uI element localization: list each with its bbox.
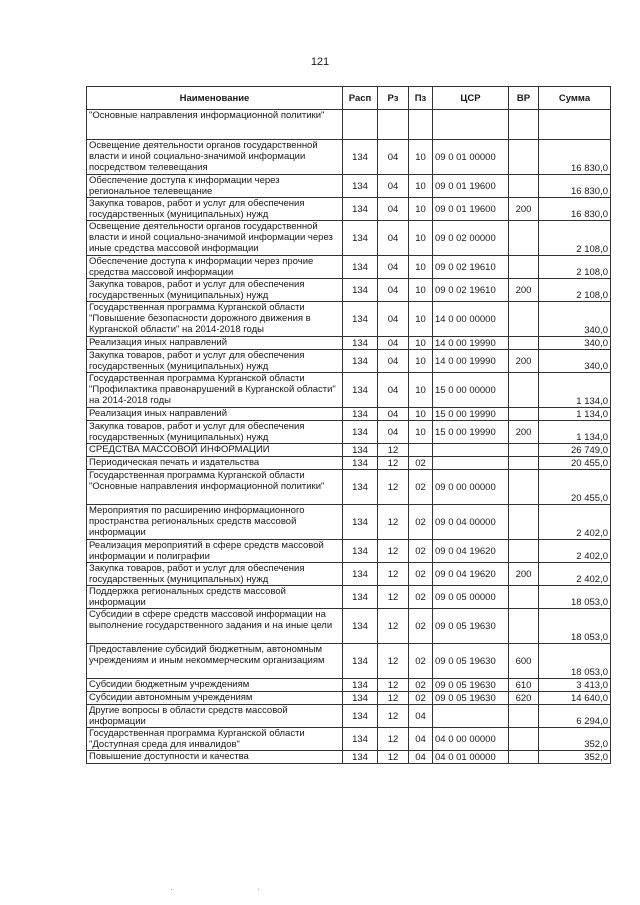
row-rasp: 134 [343,457,378,470]
row-name: СРЕДСТВА МАССОВОЙ ИНФОРМАЦИИ [87,444,343,457]
row-csr: 14 0 00 19990 [433,350,509,373]
row-rz: 04 [378,175,409,198]
row-name: Закупка товаров, работ и услуг для обеспечения государственных (муниципальных) нужд [87,350,343,373]
row-name: Закупка товаров, работ и услуг для обеспечения государственных (муниципальных) нужд [87,563,343,586]
row-vr: 620 [509,692,539,705]
row-rasp: 134 [343,444,378,457]
table-row [87,540,611,563]
row-rasp: 134 [343,505,378,540]
row-vr [509,175,539,198]
header-vr: ВР [509,87,539,110]
row-sum: 18 053,0 [539,609,611,644]
table-row [87,221,611,256]
row-pz: 10 [409,350,433,373]
row-rz: 12 [378,470,409,505]
row-pz: 10 [409,373,433,408]
row-name: Освещение деятельности органов государственной власти и иной социально-значимой информации через иные средства массовой информации [87,221,343,256]
row-csr: 09 0 04 19620 [433,563,509,586]
table-row [87,470,611,505]
header-sum: Сумма [539,87,611,110]
row-rz: 12 [378,692,409,705]
row-rz: 12 [378,563,409,586]
row-pz: 02 [409,470,433,505]
row-name: Повышение доступности и качества [87,751,343,764]
row-pz: 04 [409,705,433,728]
row-name: Закупка товаров, работ и услуг для обеспечения государственных (муниципальных) нужд [87,198,343,221]
row-sum: 1 134,0 [539,373,611,408]
row-sum: 1 134,0 [539,408,611,421]
row-vr: 200 [509,350,539,373]
row-name: Закупка товаров, работ и услуг для обеспечения государственных (муниципальных) нужд [87,421,343,444]
row-name: Реализация иных направлений [87,408,343,421]
row-rasp: 134 [343,302,378,337]
table-row [87,609,611,644]
table-row [87,586,611,609]
table-row [87,302,611,337]
row-csr: 09 0 05 19630 [433,679,509,692]
table-row [87,175,611,198]
row-pz: 02 [409,692,433,705]
row-rasp: 134 [343,279,378,302]
row-csr: 09 0 05 19630 [433,609,509,644]
row-csr [433,457,509,470]
table-row [87,350,611,373]
table-row [87,140,611,175]
row-sum: 2 402,0 [539,563,611,586]
row-sum: 340,0 [539,350,611,373]
row-rz: 12 [378,705,409,728]
table-row [87,256,611,279]
row-name: Субсидии автономным учреждениям [87,692,343,705]
row-vr: 200 [509,563,539,586]
row-rz: 04 [378,408,409,421]
row-csr: 15 0 00 19990 [433,408,509,421]
row-name: Обеспечение доступа к информации через прочие средства массовой информации [87,256,343,279]
row-vr [509,705,539,728]
row-rasp: 134 [343,256,378,279]
row-vr [509,110,539,140]
header-name: Наименование [87,87,343,110]
row-rz: 12 [378,540,409,563]
row-csr: 09 0 02 19610 [433,256,509,279]
row-csr [433,444,509,457]
row-pz: 04 [409,751,433,764]
row-name: Закупка товаров, работ и услуг для обеспечения государственных (муниципальных) нужд [87,279,343,302]
table-row [87,705,611,728]
row-csr: 04 0 00 00000 [433,728,509,751]
row-vr [509,140,539,175]
row-pz: 10 [409,175,433,198]
row-sum: 2 108,0 [539,256,611,279]
table-row [87,563,611,586]
row-name: Государственная программа Курганской области "Повышение безопасности дорожного движения в Курганской области" на 2014-2018 годы [87,302,343,337]
row-vr: 610 [509,679,539,692]
row-rasp: 134 [343,644,378,679]
row-pz: 02 [409,679,433,692]
row-csr: 09 0 01 19600 [433,175,509,198]
row-rz: 12 [378,457,409,470]
row-rz: 04 [378,302,409,337]
table-row [87,728,611,751]
row-sum: 16 830,0 [539,198,611,221]
row-rz: 04 [378,221,409,256]
row-sum: 20 455,0 [539,470,611,505]
row-rz: 04 [378,350,409,373]
row-sum: 18 053,0 [539,644,611,679]
budget-table [86,86,611,764]
row-rz: 12 [378,609,409,644]
table-row [87,444,611,457]
row-sum: 2 108,0 [539,279,611,302]
row-pz: 10 [409,302,433,337]
row-sum: 18 053,0 [539,586,611,609]
row-csr: 14 0 00 19990 [433,337,509,350]
row-csr: 14 0 00 00000 [433,302,509,337]
table-row [87,408,611,421]
row-name: Периодическая печать и издательства [87,457,343,470]
row-rasp: 134 [343,470,378,505]
row-pz: 02 [409,563,433,586]
row-vr [509,444,539,457]
row-vr [509,540,539,563]
row-rasp: 134 [343,350,378,373]
row-vr [509,609,539,644]
row-name: Мероприятия по расширению информационного пространства региональных средств массовой информации [87,505,343,540]
row-pz: 10 [409,256,433,279]
row-sum: 340,0 [539,337,611,350]
row-name: Государственная программа Курганской области "Доступная среда для инвалидов" [87,728,343,751]
row-rz: 04 [378,140,409,175]
row-vr [509,586,539,609]
row-name: Субсидии в сфере средств массовой информации на выполнение государственного задания и на иные цели [87,609,343,644]
row-rasp: 134 [343,728,378,751]
row-name: Реализация иных направлений [87,337,343,350]
table-row [87,421,611,444]
table-row [87,110,611,140]
row-rasp [343,110,378,140]
row-vr [509,302,539,337]
row-rz: 12 [378,751,409,764]
row-pz: 02 [409,586,433,609]
row-rz: 12 [378,728,409,751]
row-sum: 26 749,0 [539,444,611,457]
row-sum: 14 640,0 [539,692,611,705]
row-vr: 200 [509,279,539,302]
row-sum: 16 830,0 [539,175,611,198]
row-rasp: 134 [343,586,378,609]
row-sum: 2 402,0 [539,540,611,563]
table-row [87,337,611,350]
row-rasp: 134 [343,540,378,563]
row-rasp: 134 [343,692,378,705]
row-csr: 09 0 00 00000 [433,470,509,505]
row-rasp: 134 [343,373,378,408]
table-header-row [87,87,611,110]
header-csr: ЦСР [433,87,509,110]
row-csr: 09 0 04 00000 [433,505,509,540]
row-rz: 04 [378,198,409,221]
row-rasp: 134 [343,751,378,764]
row-sum: 2 108,0 [539,221,611,256]
row-name: Другие вопросы в области средств массовой информации [87,705,343,728]
row-rz: 12 [378,644,409,679]
row-pz: 04 [409,728,433,751]
row-pz: 10 [409,221,433,256]
row-name: Освещение деятельности органов государственной власти и иной социально-значимой информации посредством телевещания [87,140,343,175]
row-rz: 04 [378,337,409,350]
row-vr [509,751,539,764]
row-vr [509,505,539,540]
header-rz: Рз [378,87,409,110]
table-row [87,457,611,470]
row-sum: 3 413,0 [539,679,611,692]
row-vr: 200 [509,421,539,444]
row-name: "Основные направления информационной политики" [87,110,343,140]
row-csr: 09 0 02 19610 [433,279,509,302]
row-vr [509,408,539,421]
row-name: Реализация мероприятий в сфере средств массовой информации и полиграфии [87,540,343,563]
row-csr [433,110,509,140]
row-csr: 15 0 00 19990 [433,421,509,444]
row-pz: 02 [409,540,433,563]
row-csr: 09 0 05 19630 [433,644,509,679]
table-row [87,198,611,221]
row-name: Обеспечение доступа к информации через региональное телевещание [87,175,343,198]
row-sum: 340,0 [539,302,611,337]
row-sum: 6 294,0 [539,705,611,728]
row-csr: 09 0 01 19600 [433,198,509,221]
row-vr [509,256,539,279]
row-csr: 04 0 01 00000 [433,751,509,764]
table-row [87,279,611,302]
row-pz [409,444,433,457]
row-pz: 10 [409,421,433,444]
row-vr: 600 [509,644,539,679]
row-rz: 04 [378,421,409,444]
header-rasp: Расп [343,87,378,110]
row-rasp: 134 [343,421,378,444]
scan-artifacts: · · [170,885,260,894]
row-vr [509,728,539,751]
page-number: 121 [310,56,330,68]
table-row [87,679,611,692]
row-rasp: 134 [343,679,378,692]
row-sum: 16 830,0 [539,140,611,175]
row-csr: 09 0 05 00000 [433,586,509,609]
row-pz: 02 [409,505,433,540]
row-rz: 12 [378,505,409,540]
row-name: Предоставление субсидий бюджетным, автономным учреждениям и иным некоммерческим организациям [87,644,343,679]
row-csr: 09 0 02 00000 [433,221,509,256]
row-pz: 10 [409,279,433,302]
row-rz: 04 [378,373,409,408]
row-rasp: 134 [343,175,378,198]
row-pz: 10 [409,140,433,175]
row-name: Субсидии бюджетным учреждениям [87,679,343,692]
row-pz: 02 [409,644,433,679]
table-row [87,692,611,705]
row-pz: 02 [409,609,433,644]
table-row [87,751,611,764]
row-vr: 200 [509,198,539,221]
row-vr [509,221,539,256]
row-pz: 10 [409,198,433,221]
row-vr [509,457,539,470]
row-rasp: 134 [343,221,378,256]
row-rasp: 134 [343,408,378,421]
row-rz: 04 [378,279,409,302]
row-rasp: 134 [343,198,378,221]
row-rz: 12 [378,679,409,692]
row-pz: 10 [409,408,433,421]
row-pz: 02 [409,457,433,470]
table-row [87,505,611,540]
row-vr [509,337,539,350]
row-sum: 2 402,0 [539,505,611,540]
row-csr: 09 0 01 00000 [433,140,509,175]
row-csr [433,705,509,728]
row-name: Государственная программа Курганской области "Профилактика правонарушений в Курганской области" на 2014-2018 годы [87,373,343,408]
row-rasp: 134 [343,609,378,644]
row-name: Поддержка региональных средств массовой информации [87,586,343,609]
row-pz [409,110,433,140]
row-rz: 04 [378,256,409,279]
row-rz: 12 [378,444,409,457]
header-pz: Пз [409,87,433,110]
row-sum: 20 455,0 [539,457,611,470]
row-rz [378,110,409,140]
row-pz: 10 [409,337,433,350]
row-sum: 352,0 [539,751,611,764]
row-vr [509,470,539,505]
row-rasp: 134 [343,337,378,350]
row-name: Государственная программа Курганской области "Основные направления информационной политики" [87,470,343,505]
row-rz: 12 [378,586,409,609]
table-row [87,373,611,408]
row-rasp: 134 [343,140,378,175]
row-rasp: 134 [343,563,378,586]
row-vr [509,373,539,408]
table-row [87,644,611,679]
row-rasp: 134 [343,705,378,728]
row-csr: 09 0 05 19630 [433,692,509,705]
row-sum: 352,0 [539,728,611,751]
row-csr: 09 0 04 19620 [433,540,509,563]
row-sum: 1 134,0 [539,421,611,444]
row-csr: 15 0 00 00000 [433,373,509,408]
row-sum [539,110,611,140]
